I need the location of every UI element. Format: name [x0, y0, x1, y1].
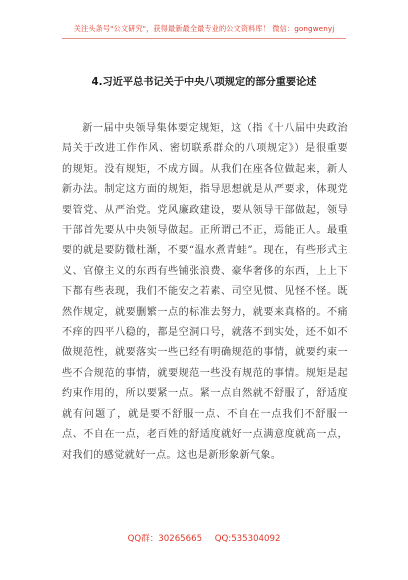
header-banner: 关注头条号"公文研究"，获得最新最全最专业的公文资料库！ 微信：gongwenyj: [73, 24, 335, 33]
footer-contact: [0, 532, 408, 544]
document-title: 4.习近平总书记关于中央八项规定的部分重要论述: [91, 77, 317, 88]
footer-qq-group: QQ群：30265665: [127, 534, 203, 544]
footer-qq: QQ:535304092: [214, 534, 281, 544]
body-paragraph: 新一届中央领导集体要定规矩，这（指《十八届中央政治局关于改进工作作风、密切联系群众的八项规定》）是很重要的规矩。没有规矩，不成方圆。从我们在座各位做起来，新人新办法。制定这方面的规矩，指导思想就是从严要求，体现党要管党、从严治党。党风廉政建设，要从领导干部做起，领导干部首先要从中央领导做起。正所谓己不正，焉能正人。最重要的就是要防微杜渐，不要“温水煮青蛙”。现在，有些形式主义、官僚主义的东西有些铺张浪费、豪华奢侈的东西，上上下下都有些表现，我们不能安之若素、司空见惯、见怪不怪。既然作规定，就要删繁一点的标准去努力，就要来真格的。不痛不痒的四平八稳的，都是空洞口号，就落不到实处，还不如不做规范性，就要落实一些已经有明确规范的事情，就要约束一些不合规范的事情，就要规范一些没有规范的事情。规矩是起约束作用的，所以要紧一点。紧一点自然就不舒服了，舒适度就有问题了，就是要不舒服一点、不自在一点我们不舒服一点、不自在一点，老百姓的舒适度就好一点满意度就高一点，对我们的感觉就好一点。这也是新形象新气象。: [62, 123, 348, 461]
header-divider: [62, 38, 346, 39]
